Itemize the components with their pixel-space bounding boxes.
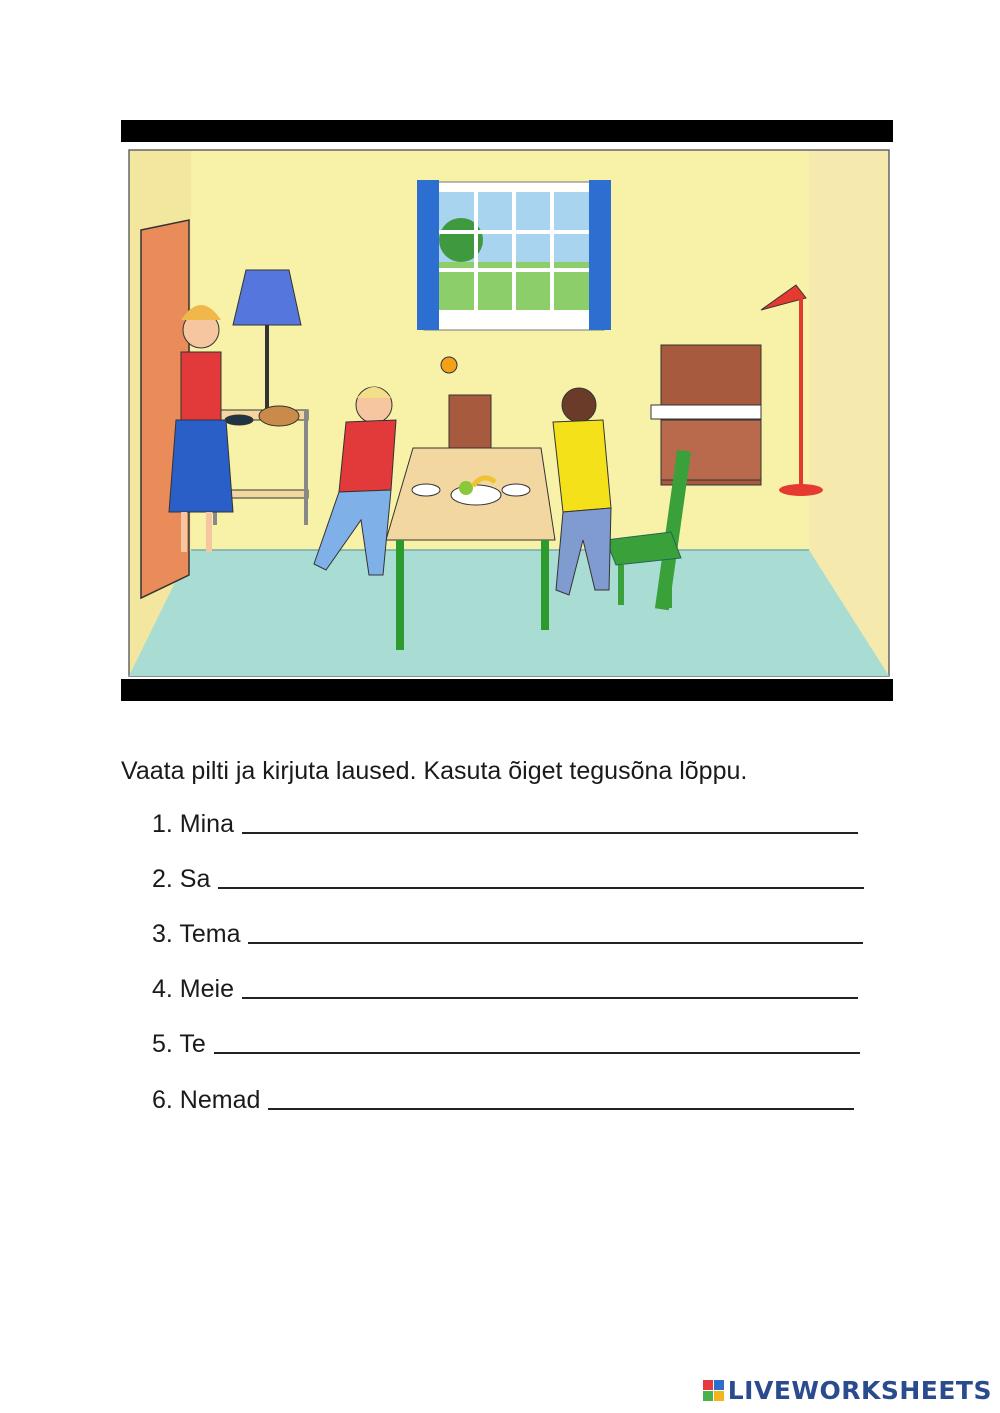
answer-label-2: 2. Sa bbox=[152, 865, 211, 893]
ball bbox=[441, 357, 457, 373]
answer-line-2[interactable] bbox=[152, 865, 864, 894]
answer-blank-4[interactable] bbox=[242, 996, 858, 999]
logo-text: LIVEWORKSHEETS bbox=[727, 1376, 992, 1405]
logo-mark-icon bbox=[703, 1380, 724, 1401]
piano bbox=[651, 345, 761, 485]
answer-line-5[interactable] bbox=[152, 1030, 860, 1059]
answer-line-1[interactable] bbox=[152, 810, 858, 839]
answer-blank-5[interactable] bbox=[214, 1051, 860, 1054]
brown-chair bbox=[449, 395, 491, 450]
window bbox=[417, 180, 611, 330]
answer-line-6[interactable] bbox=[152, 1086, 854, 1115]
answer-blank-1[interactable] bbox=[242, 831, 858, 834]
answer-label-6: 6. Nemad bbox=[152, 1086, 261, 1114]
answer-line-3[interactable] bbox=[152, 920, 863, 949]
answer-blank-6[interactable] bbox=[268, 1107, 854, 1110]
instruction-text: Vaata pilti ja kirjuta laused. Kasuta õiget tegusõna lõppu. bbox=[121, 757, 748, 785]
answer-line-4[interactable] bbox=[152, 975, 858, 1004]
answer-blank-3[interactable] bbox=[248, 941, 863, 944]
answer-label-1: 1. Mina bbox=[152, 810, 234, 838]
answer-label-5: 5. Te bbox=[152, 1030, 206, 1058]
dining-room-illustration bbox=[121, 120, 893, 701]
answer-label-4: 4. Meie bbox=[152, 975, 234, 1003]
liveworksheets-logo bbox=[703, 1376, 992, 1405]
answer-label-3: 3. Tema bbox=[152, 920, 241, 948]
answer-blank-2[interactable] bbox=[218, 886, 864, 889]
